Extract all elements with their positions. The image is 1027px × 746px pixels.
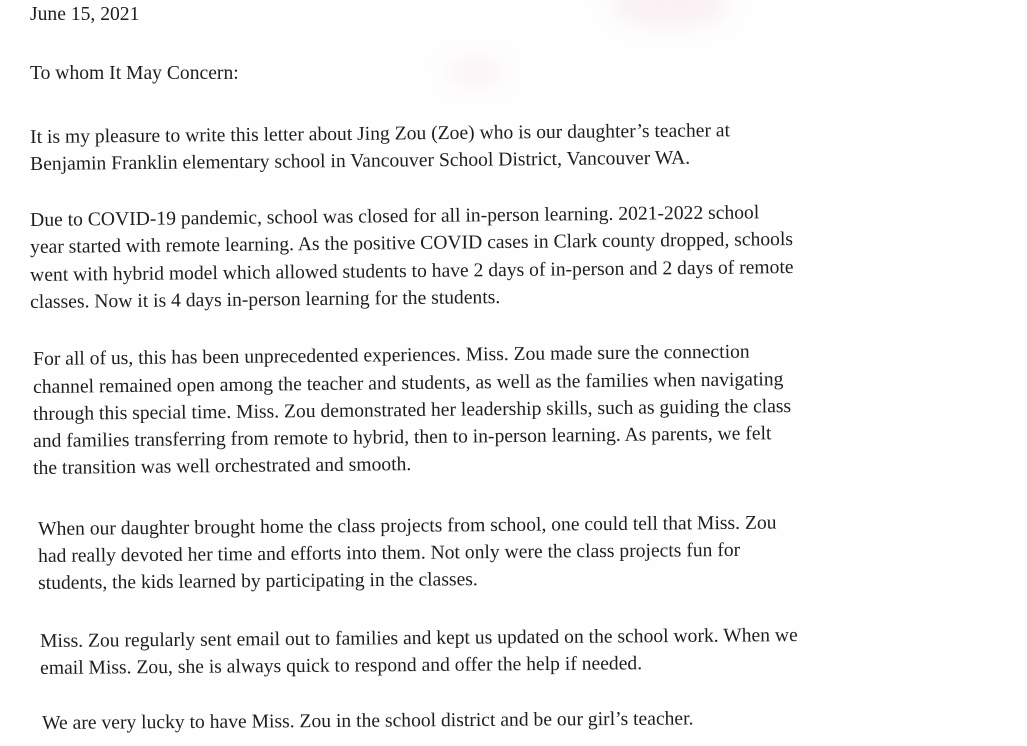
paragraph-line: classes. Now it is 4 days in-person learning for the students.	[30, 287, 501, 313]
paragraph-line: and families transferring from remote to hybrid, then to in-person learning. As parents, we felt	[33, 423, 772, 452]
paper-smudge	[445, 58, 505, 86]
paragraph-line: For all of us, this has been unprecedented experiences. Miss. Zou made sure the connection	[33, 341, 750, 370]
paragraph-line: had really devoted her time and efforts into them. Not only were the class projects fun for	[38, 539, 741, 567]
paragraph-line: When our daughter brought home the class projects from school, one could tell that Miss. Zou	[38, 512, 777, 540]
paragraph-line: the transition was well orchestrated and smooth.	[33, 454, 412, 479]
paragraph-line: went with hybrid model which allowed students to have 2 days of in-person and 2 days of remote	[30, 257, 794, 286]
paragraph-line: Due to COVID-19 pandemic, school was closed for all in-person learning. 2021-2022 school	[30, 202, 760, 231]
paragraph-line: Benjamin Franklin elementary school in Vancouver School District, Vancouver WA.	[30, 147, 691, 175]
paragraph-line: Miss. Zou regularly sent email out to families and kept us updated on the school work. When we	[40, 625, 798, 652]
letter-salutation: To whom It May Concern:	[30, 63, 239, 84]
paragraph-line: It is my pleasure to write this letter about Jing Zou (Zoe) who is our daughter’s teacher at	[30, 120, 731, 148]
paragraph-line: We are very lucky to have Miss. Zou in the school district and be our girl’s teacher.	[42, 708, 694, 734]
paper-smudge	[610, 0, 730, 28]
paragraph-line: channel remained open among the teacher and students, as well as the families when navigating	[33, 369, 784, 398]
paragraph-line: through this special time. Miss. Zou demonstrated her leadership skills, such as guiding the class	[33, 396, 792, 425]
paragraph-line: students, the kids learned by participating in the classes.	[38, 569, 478, 594]
paragraph-line: email Miss. Zou, she is always quick to respond and offer the help if needed.	[40, 653, 643, 679]
paragraph-line: year started with remote learning. As the positive COVID cases in Clark county dropped, schools	[30, 229, 794, 258]
letter-date: June 15, 2021	[30, 4, 140, 25]
